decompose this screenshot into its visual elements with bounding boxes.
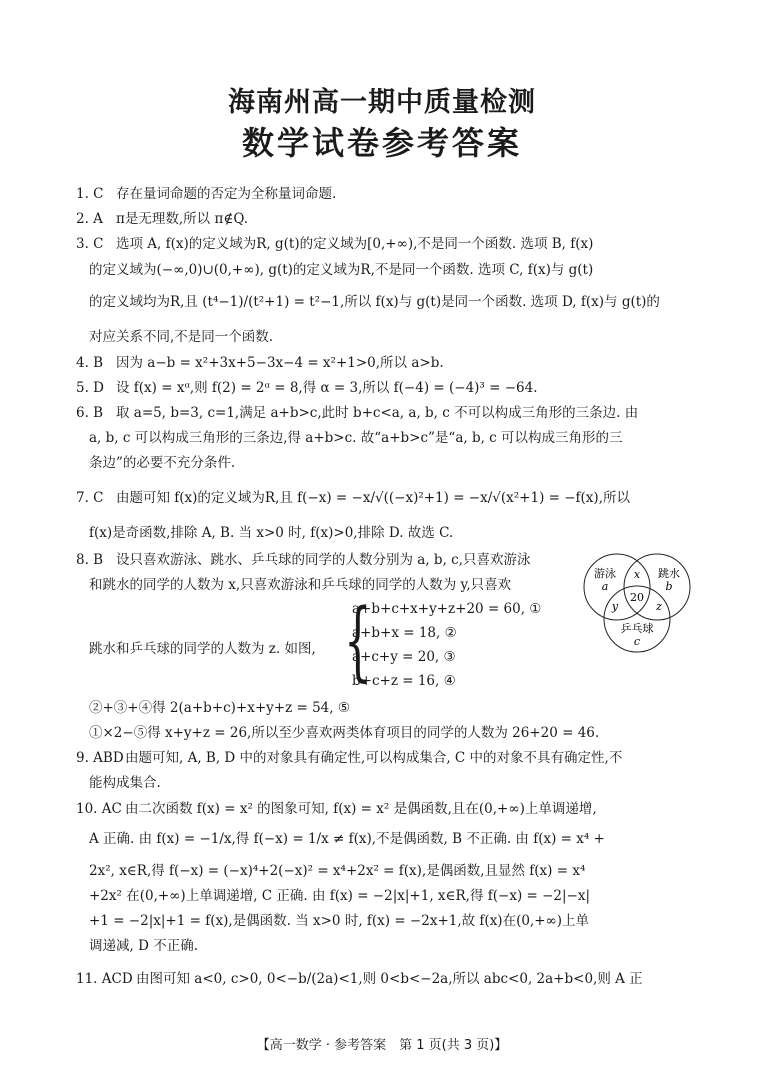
center-label: 20	[630, 591, 644, 604]
answer-4: 4. B 因为 a−b = x²+3x+5−3x−4 = x²+1>0,所以 a>b.	[76, 355, 444, 371]
page-footer: 【高一数学 · 参考答案 第 1 页(共 3 页)】	[256, 1038, 508, 1053]
page-title: 海南州高一期中质量检测	[228, 87, 536, 118]
answer-8-cont: ②+③+④得 2(a+b+c)+x+y+z = 54, ⑤	[89, 700, 350, 716]
answer-6: 6. B 取 a=5, b=3, c=1,满足 a+b>c,此时 b+c<a, a, b, c 不可以构成三角形的三条边. 由	[76, 405, 639, 421]
c-label: c	[633, 635, 641, 648]
answer-8-cont: 跳水和乒乓球的同学的人数为 z. 如图,	[89, 641, 316, 657]
answer-10-cont: +2x² 在(0,+∞)上单调递增, C 正确. 由 f(x) = −2|x|+1, x∈R,得 f(−x) = −2|−x|	[89, 888, 591, 904]
answer-11: 11. ACD 由图可知 a<0, c>0, 0<−b/(2a)<1,则 0<b<−2a,所以 abc<0, 2a+b<0,则 A 正	[76, 971, 643, 987]
answer-7-cont: f(x)是奇函数,排除 A, B. 当 x>0 时, f(x)>0,排除 D. 故选 C.	[89, 525, 454, 541]
answer-5: 5. D 设 f(x) = xᵅ,则 f(2) = 2ᵅ = 8,得 α = 3,所以 f(−4) = (−4)³ = −64.	[76, 380, 538, 396]
answer-8: 8. B 设只喜欢游泳、跳水、乒乓球的同学的人数分别为 a, b, c,只喜欢游泳	[76, 552, 531, 568]
answer-1: 1. C 存在量词命题的否定为全称量词命题.	[76, 186, 337, 202]
answer-6-cont: 条边”的必要不充分条件.	[89, 455, 236, 471]
answer-3-cont: 的定义域为(−∞,0)∪(0,+∞), g(t)的定义域为R,不是同一个函数. 选项 C, f(x)与 g(t)	[89, 262, 594, 278]
a-label: a	[601, 580, 609, 593]
answer-8-cont: 和跳水的同学的人数为 x,只喜欢游泳和乒乓球的同学的人数为 y,只喜欢	[89, 577, 512, 593]
pingpong-label: 乒乓球	[620, 622, 654, 635]
equation-3: a+c+y = 20, ③	[352, 649, 456, 665]
answer-7: 7. C 由题可知 f(x)的定义域为R,且 f(−x) = −x/√((−x)²+1) = −x/√(x²+1) = −f(x),所以	[76, 490, 630, 506]
equation-1: a+b+c+x+y+z+20 = 60, ①	[352, 601, 542, 617]
answer-8-cont: ①×2−⑤得 x+y+z = 26,所以至少喜欢两类体育项目的同学的人数为 26+20 = 46.	[89, 725, 600, 741]
dive-label: 跳水	[658, 567, 680, 580]
venn-diagram	[577, 552, 697, 662]
z-label: z	[656, 600, 662, 613]
answer-3-cont: 对应关系不同,不是同一个函数.	[89, 329, 274, 345]
swim-label: 游泳	[594, 567, 616, 580]
y-label: y	[611, 600, 619, 613]
b-label: b	[665, 580, 673, 593]
answer-10-cont: 2x², x∈R,得 f(−x) = (−x)⁴+2(−x)² = x⁴+2x² = f(x),是偶函数,且显然 f(x) = x⁴	[89, 863, 586, 879]
answer-10: 10. AC 由二次函数 f(x) = x² 的图象可知, f(x) = x² 是偶函数,且在(0,+∞)上单调递增,	[76, 801, 597, 817]
answer-10-cont: +1 = −2|x|+1 = f(x),是偶函数. 当 x>0 时, f(x) = −2x+1,故 f(x)在(0,+∞)上单	[89, 913, 590, 929]
answer-10-cont: A 正确. 由 f(x) = −1/x,得 f(−x) = 1/x ≠ f(x),不是偶函数, B 不正确. 由 f(x) = x⁴ +	[89, 831, 605, 847]
page-subtitle: 数学试卷参考答案	[241, 124, 522, 162]
answer-9: 9. ABD由题可知, A, B, D 中的对象具有确定性,可以构成集合, C 中的对象不具有确定性,不	[76, 750, 623, 766]
answer-10-cont: 调递减, D 不正确.	[89, 938, 198, 954]
equation-2: a+b+x = 18, ②	[352, 625, 457, 641]
answer-3: 3. C 选项 A, f(x)的定义域为R, g(t)的定义域为[0,+∞),不是同一个函数. 选项 B, f(x)	[76, 236, 594, 252]
answer-3-cont: 的定义域均为R,且 (t⁴−1)/(t²+1) = t²−1,所以 f(x)与 g(t)是同一个函数. 选项 D, f(x)与 g(t)的	[89, 294, 660, 310]
equation-4: b+c+z = 16, ④	[352, 673, 456, 689]
brace: {	[344, 591, 372, 691]
answer-2: 2. A π是无理数,所以 π∉Q.	[76, 211, 249, 227]
answer-6-cont: a, b, c 可以构成三角形的三条边,得 a+b>c. 故“a+b>c”是“a, b, c 可以构成三角形的三	[89, 430, 623, 446]
x-label: x	[633, 568, 641, 581]
answer-9-cont: 能构成集合.	[89, 775, 161, 791]
